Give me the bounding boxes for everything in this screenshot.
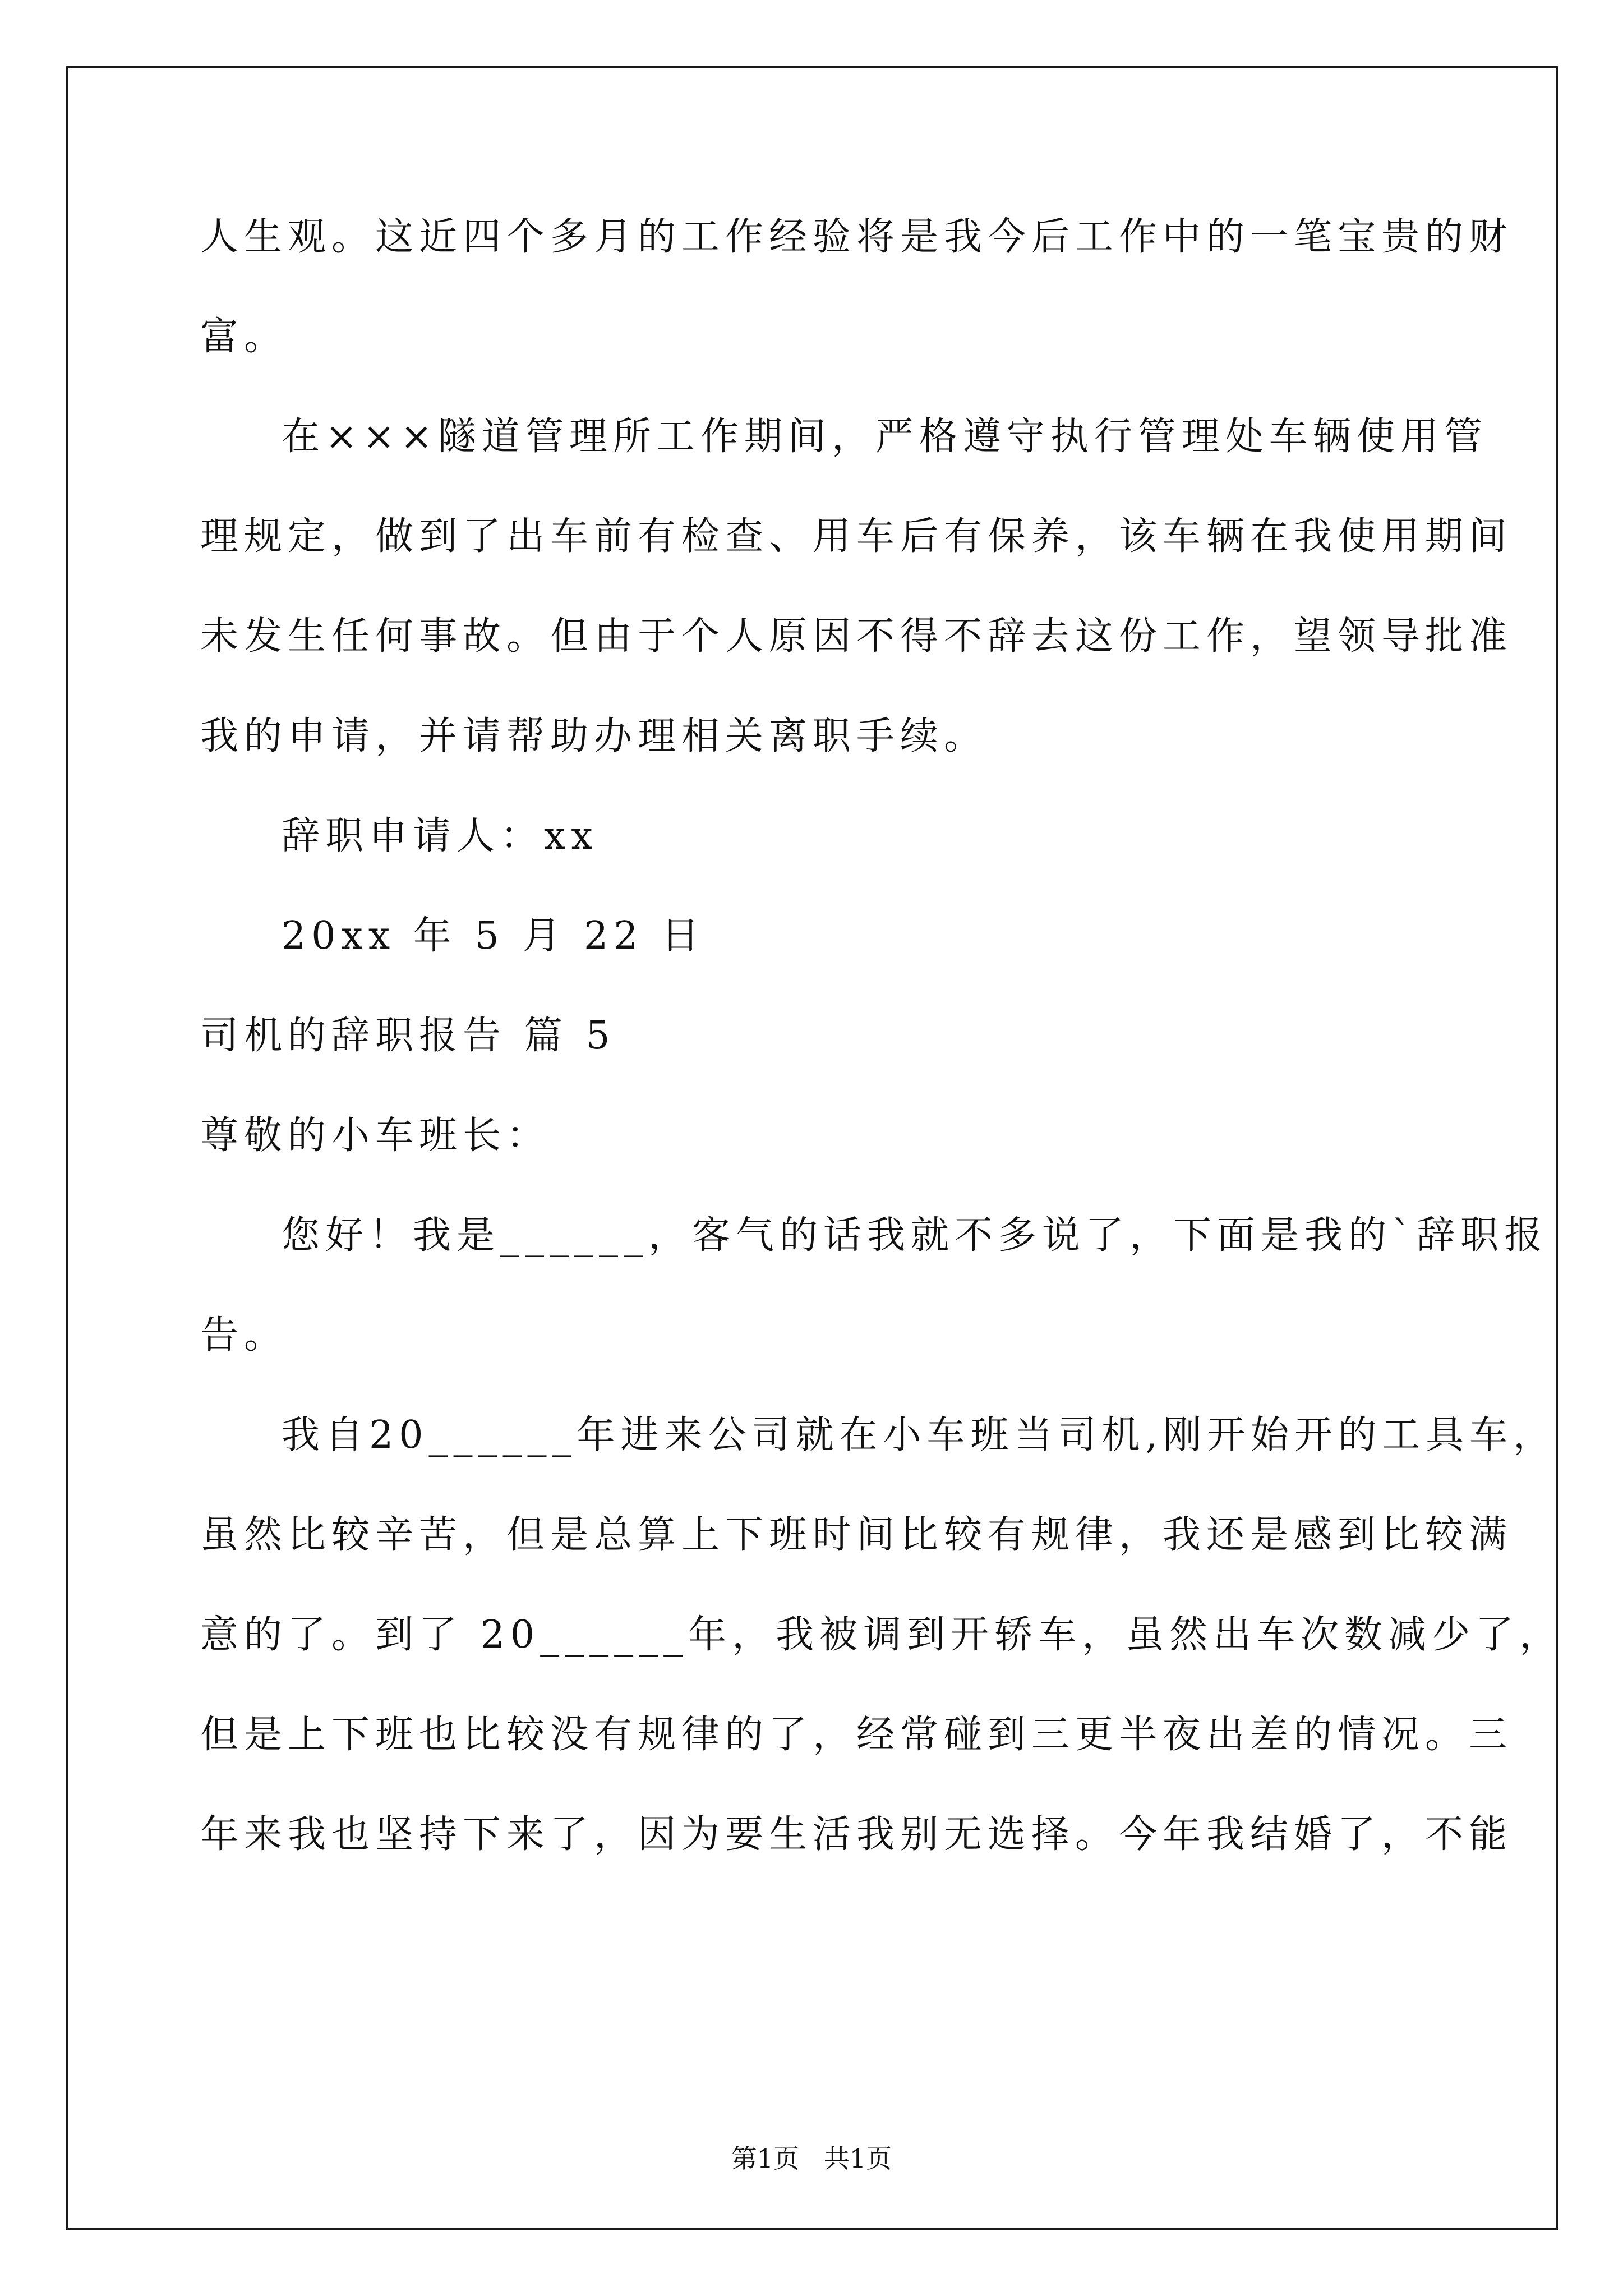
- paragraph-line: 未发生任何事故。但由于个人原因不得不辞去这份工作，望领导批准: [200, 614, 1513, 659]
- paragraph-line: 人生观。这近四个多月的工作经验将是我今后工作中的一笔宝贵的财: [200, 215, 1513, 259]
- page-footer: 第1页 共1页: [731, 2143, 892, 2174]
- paragraph-line: 在×××隧道管理所工作期间，严格遵守执行管理处车辆使用管: [282, 415, 1488, 459]
- paragraph-line: 我自20______年进来公司就在小车班当司机,刚开始开的工具车，: [282, 1413, 1557, 1457]
- paragraph-line: 您好！我是______，客气的话我就不多说了，下面是我的`辞职报: [282, 1213, 1548, 1258]
- section-heading: 司机的辞职报告 篇 5: [200, 1014, 616, 1058]
- paragraph-line: 理规定，做到了出车前有检查、用车后有保养，该车辆在我使用期间: [200, 514, 1513, 559]
- paragraph-line: 意的了。到了 20______年，我被调到开轿车，虽然出车次数减少了，: [200, 1613, 1564, 1657]
- signature-line: 辞职申请人：xx: [282, 814, 598, 858]
- paragraph-line: 告。: [200, 1313, 288, 1358]
- date-line: 20xx 年 5 月 22 日: [282, 914, 706, 958]
- paragraph-line: 但是上下班也比较没有规律的了，经常碰到三更半夜出差的情况。三: [200, 1713, 1513, 1757]
- paragraph-line: 年来我也坚持下来了，因为要生活我别无选择。今年我结婚了，不能: [200, 1812, 1513, 1857]
- paragraph-line: 我的申请，并请帮助办理相关离职手续。: [200, 714, 988, 758]
- salutation: 尊敬的小车班长：: [200, 1114, 551, 1158]
- paragraph-line: 虽然比较辛苦，但是总算上下班时间比较有规律，我还是感到比较满: [200, 1513, 1513, 1557]
- paragraph-line: 富。: [200, 315, 288, 359]
